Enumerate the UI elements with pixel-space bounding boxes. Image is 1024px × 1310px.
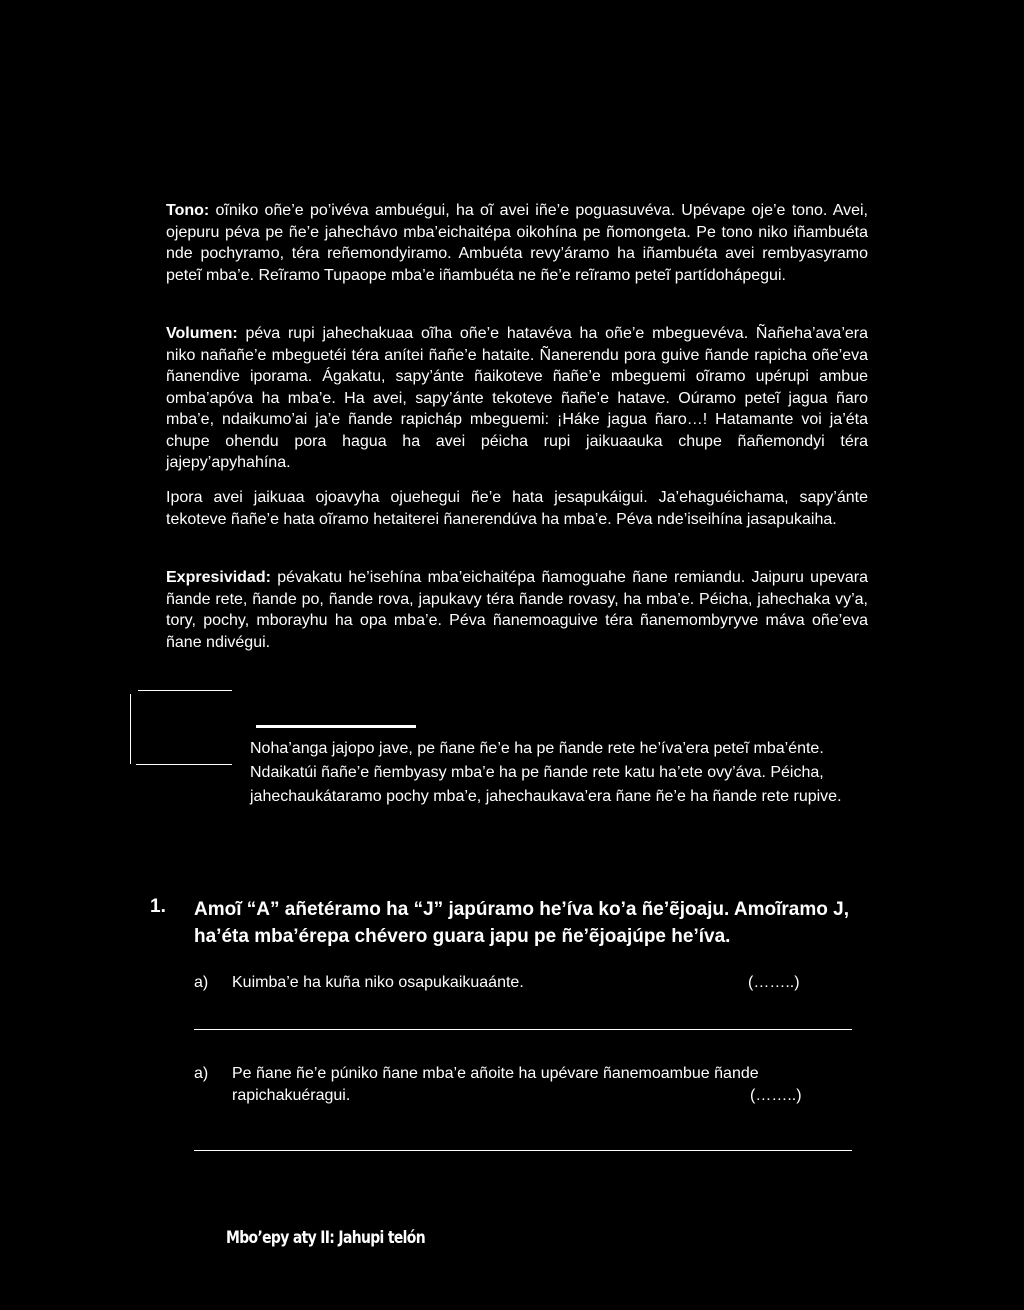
term-volumen: Volumen: [166, 325, 238, 342]
question-number: 1. [150, 896, 166, 917]
text-volumen: péva rupi jahechakuaa oĩha oñe’e hatavéva ha oñe’e mbeguevéva. Ñañeha’ava’era niko nañañe’e mbeguetéi téra anítei ñañe’e hataite. Ñanerendu pora guive ñande rapicha oñe’eva ñanendive iporama. Ágakatu, sapy’ánte ñaikoteve ñañe’e mbeguemi oĩramo upérupi ambue omba’apóva ha mba’e. Ha avei, sapy’ánte tekoteve ñañe’e hatave. Oúramo peteĩ jagua ñaro mba’e, ndaikumo’ai ja’e ñande rapicháp mbeguemi: ¡Háke jagua ñaro…! Hatamante voi ja’éta chupe ohendu pora hagua ha avei péicha rupi jaikuaauka chupe ñañemondyi téra jajepy’apyhahína. [166, 325, 869, 471]
text-tono: oĩniko oñe’e po’ivéva ambuégui, ha oĩ avei iñe’e poguasuvéva. Upévape oje’e tono. Avei, ojepuru péva pe ñe’e jahechávo mba’eichaitépa oikohína pe ñomongeta. Pe tono niko iñambuéta nde pochyramo, téra reñemondyiramo. Ambuéta revy’áramo ha iñambuéta avei rembyasyramo peteĩ mba’e. Reĩramo Tupaope mba’e iñambuéta ne ñe’e reĩramo peteĩ partídohápegui. [166, 202, 869, 284]
paragraph-volumen [166, 323, 868, 474]
option-answer-blank[interactable]: (……..) [748, 974, 800, 991]
paragraph-expresividad [166, 567, 868, 653]
term-tono: Tono: [166, 202, 210, 219]
text-ipora: Ipora avei jaikuaa ojoavyha ojuehegui ñe’e hata jesapukáigui. Ja’ehaguéichama, sapy’ánte tekoteve ñañe’e hata oĩramo hetaiterei ñanerendúva ha mba’e. Péva nde’iseihína jasapukaiha. [166, 489, 868, 528]
paragraph-ipora [166, 487, 868, 530]
option-text: Pe ñane ñe’e púniko ñane mba’e añoite ha upévare ñanemoambue ñande rapichakuéragui. [232, 1065, 759, 1104]
option-text: Kuimba’e ha kuña niko osapukaikuaánte. [232, 974, 524, 991]
option-answer-blank[interactable]: (……..) [750, 1087, 802, 1104]
option-letter: a) [194, 1065, 209, 1082]
text-expresividad: pévakatu he’isehína mba’eichaitépa ñamoguahe ñane remiandu. Jaipuru upevara ñande rete, ñande po, ñande rova, japukavy téra ñande rovasy, ha mba’e. Péicha, jahechaka vy’a, tory, pochy, mborayhu ha opa mba’e. Péva ñanemoaguive téra ñanemombyryve máva oñe’eva ñane ndivégui. [166, 569, 868, 651]
term-expresividad: Expresividad: [166, 569, 271, 586]
answer-line[interactable] [194, 1029, 852, 1030]
question-text: Amoĩ “A” añetéramo ha “J” japúramo he’íva ko’a ñe’ẽjoaju. Amoĩramo J, ha’éta mba’érepa chévero guara japu pe ñe’ẽjoajúpe he’íva. [194, 899, 849, 947]
answer-line[interactable] [194, 1150, 852, 1151]
footer-title: Mbo’epy aty II: Jahupi telón [226, 1228, 425, 1248]
paragraph-tono [166, 200, 868, 286]
option-letter: a) [194, 974, 209, 991]
note-box-text: Noha’anga jajopo jave, pe ñane ñe’e ha pe ñande rete he’íva’era peteĩ mba’énte. Ndaikatúi ñañe’e ñembyasy mba’e ha pe ñande rete katu ha’ete ovy’áva. Péicha, jahechaukátaramo pochy mba’e, jahechaukava’era ñane ñe’e ha ñande rete rupive. [250, 740, 842, 805]
